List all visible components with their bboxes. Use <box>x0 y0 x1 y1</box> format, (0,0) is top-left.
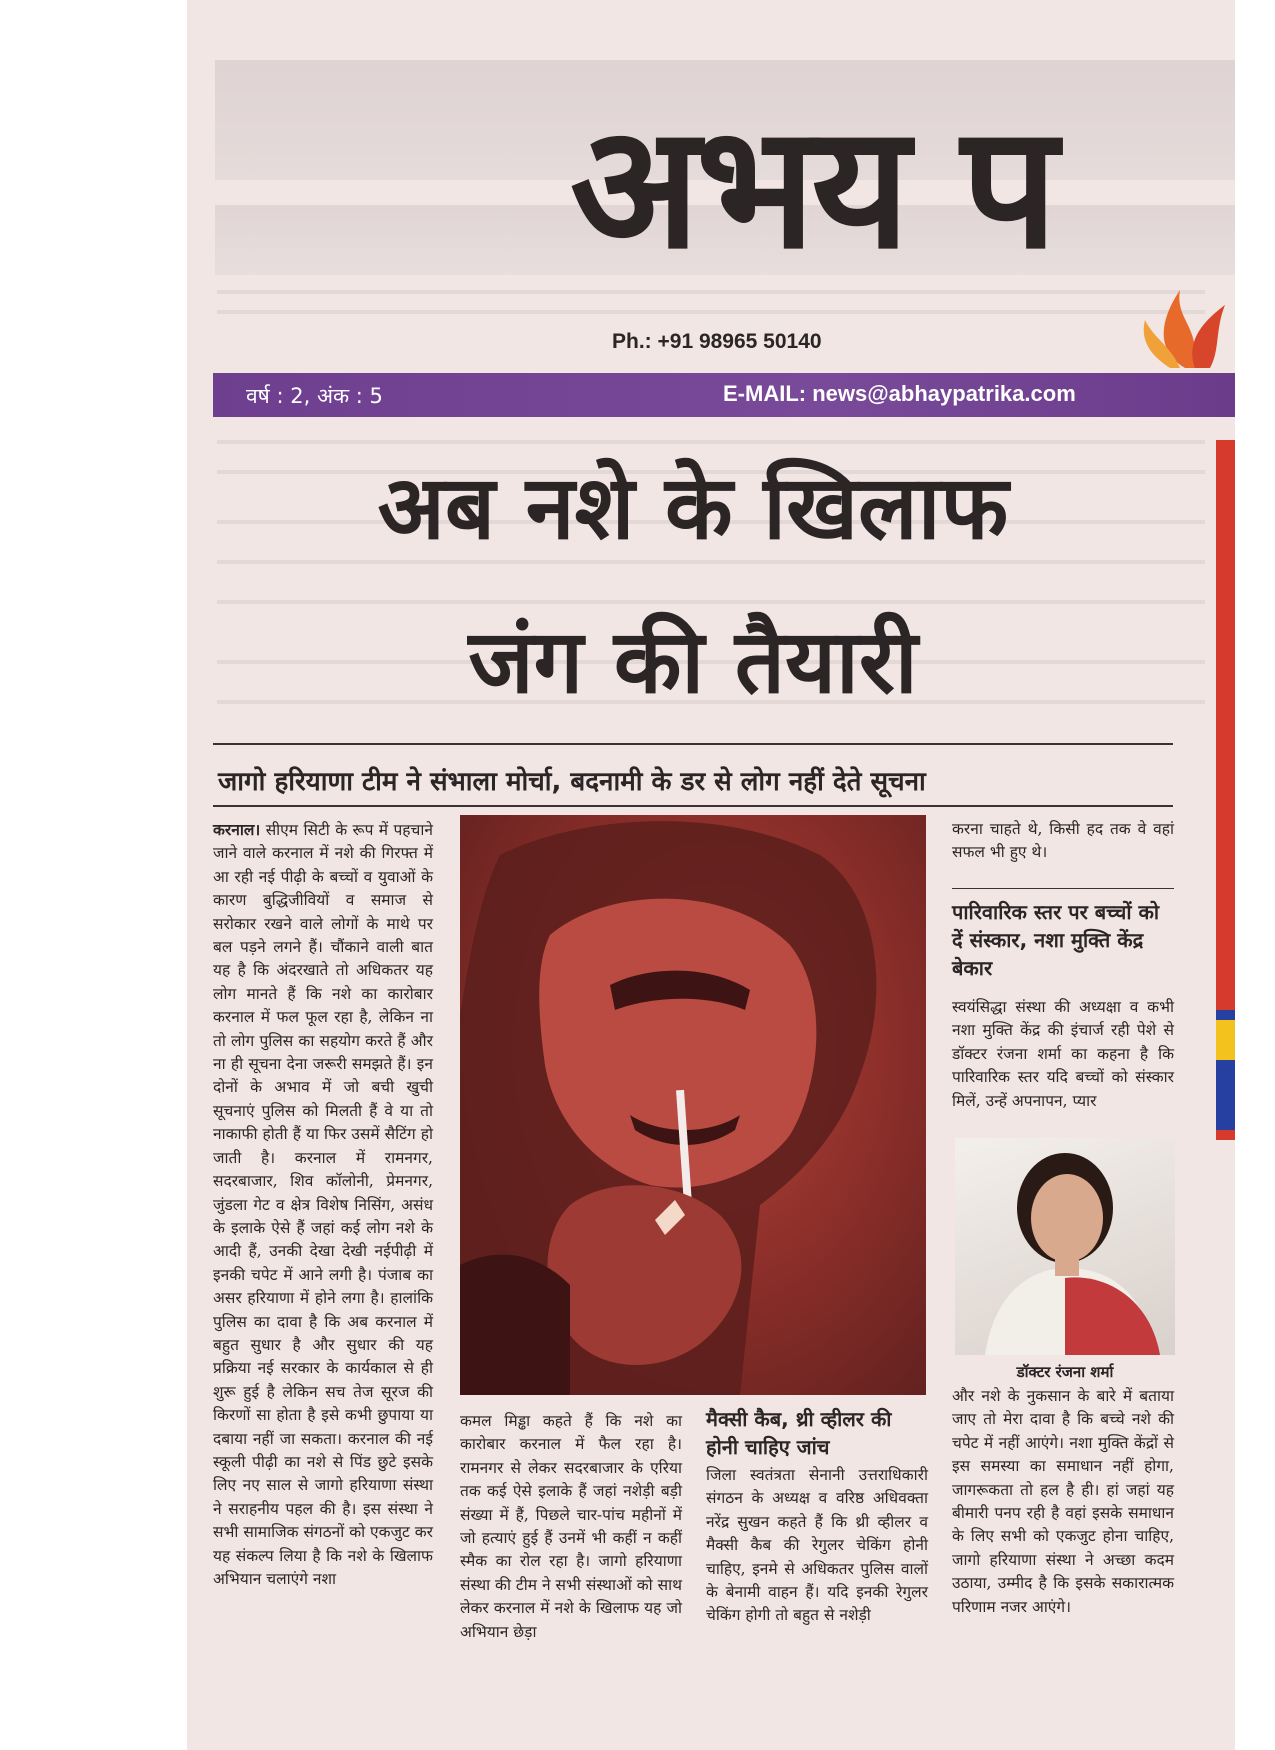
issue-number: वर्ष : 2, अंक : 5 <box>246 384 383 408</box>
column-4-middle: स्वयंसिद्धा संस्था की अध्यक्षा व कभी नशा मुक्ति केंद्र की इंचार्ज रही पेशे से डॉक्टर रंजना शर्मा का कहना है कि पारिवारिक स्तर यदि बच्चों को संस्कार मिलें, उन्हें अपनापन, प्यार <box>952 998 1174 1110</box>
photo-caption: डॉक्टर रंजना शर्मा <box>1016 1363 1114 1381</box>
column-4-bottom: और नशे के नुकसान के बारे में बताया जाए तो मेरा दावा है कि बच्चे नशे की चपेट में नहीं आएंगे। नशा मुक्ति केंद्रों से इस समस्या का समाधान नहीं होगा, जागरूकता तो हल है ही। हां जहां यह बीमारी पनप रही है वहां इसके समाधान के लिए सभी को एकजुट होना चाहिए, जागो हरियाणा संस्था ने अच्छा कदम उठाया, उम्मीद है कि इसके सकारात्मक परिणाम नजर आएंगे। <box>952 1387 1174 1616</box>
portrait-photo <box>955 1138 1175 1355</box>
headline-line-1: अब नशे के खिलाफ <box>377 456 1009 559</box>
column-4-top: करना चाहते थे, किसी हद तक वे वहां सफल भी हुए थे। <box>952 820 1174 862</box>
subheadline-rule <box>213 805 1173 807</box>
column-1-text: सीएम सिटी के रूप में पहचाने जाने वाले करनाल में नशे की गिरफ्त में आ रही नई पीढ़ी के बच्चों व युवाओं के कारण बुद्धिजीवियों व समाज से सरोकार रखने वाले लोगों के माथे पर बल पड़ने लगने हैं। चौंकाने वाली बात यह है कि अंदरखाते तो अधिकतर यह लोग मानते हैं कि नशे का कारोबार करनाल में फल फूल रहा है, लेकिन ना तो लोग पुलिस का सहयोग करते हैं और ना ही सूचना देना जरूरी समझते हैं। इन दोनों के अभाव में जो बची खुची सूचनाएं पुलिस को मिलती हैं वे या तो नाकाफी होती हैं या फिर उसमें सैटिंग हो जाती है। करनाल में रामनगर, सदरबाजार, शिव कॉलोनी, प्रेमनगर, जुंडला गेट व क्षेत्र विशेष निसिंग, असंध के इलाके ऐसे हैं जहां कई लोग नशे के आदी हैं, उनकी देखा देखी नईपीढ़ी में इनकी चपेट में आने लगी है। पंजाब का असर हरियाणा में होने लगा है। हालांकि पुलिस का दावा है कि अब करनाल में बहुत सुधार है और सुधार की यह प्रक्रिया नई सरकार के कार्यकाल से ही शुरू हुई है लेकिन सच तेज सूरज की किरणों सा होता है इसे कभी छुपाया या दबाया नहीं जा सकता। करनाल की नई स्कूली पीढ़ी का नशे से पिंड छुटे इसके लिए नए साल से जागो हरियाणा संस्था ने सराहनीय पहल की है। इस संस्था ने सभी सामाजिक संगठनों को एकजुट कर यह संकल्प लिया है कि नशे के खिलाफ अभियान चलाएंगे नशा <box>213 821 433 1588</box>
column-4-heading: पारिवारिक स्तर पर बच्चों को दें संस्कार, नशा मुक्ति केंद्र बेकार <box>952 900 1160 980</box>
column-3-heading: मैक्सी कैब, थ्री व्हीलर की होनी चाहिए जांच <box>706 1407 892 1459</box>
headline-rule <box>213 743 1173 745</box>
dateline: करनाल। <box>213 820 261 839</box>
headline-line-2: जंग की तैयारी <box>468 610 918 713</box>
info-bar <box>213 373 1235 417</box>
smoking-man-illustration <box>460 815 926 1395</box>
phone-number: Ph.: +91 98965 50140 <box>612 330 822 353</box>
column-2: कमल मिड्ढा कहते हैं कि नशे का कारोबार करनाल में फैल रहा है। रामनगर से लेकर सदरबाजार के एरिया तक कई ऐसे इलाके हैं जहां नशेड़ी बड़ी संख्या में हैं, पिछले चार-पांच महीनों में जो हत्याएं हुई हैं उनमें भी कहीं न कहीं स्मैक का रोल रहा है। जागो हरियाणा संस्था की टीम ने सभी संस्थाओं को साथ लेकर करनाल में नशे के खिलाफ यह जो अभियान छेड़ा <box>460 1412 682 1641</box>
newspaper-title: अभय प <box>570 89 1054 287</box>
column-4-rule <box>952 888 1174 889</box>
flame-logo-icon <box>1125 280 1235 370</box>
email-address[interactable]: E-MAIL: news@abhaypatrika.com <box>723 381 1076 406</box>
column-3: जिला स्वतंत्रता सेनानी उत्तराधिकारी संगठन के अध्यक्ष व वरिष्ठ अधिवक्ता नरेंद्र सुखन कहते हैं कि थ्री व्हीलर व मैक्सी कैब की रेगुलर चेकिंग होनी चाहिए, इनमे से अधिकतर पुलिस वालों के बेनामी वाहन हैं। यदि इनकी रेगुलर चेकिंग होगी तो बहुत से नशेड़ी <box>706 1466 928 1625</box>
subheadline: जागो हरियाणा टीम ने संभाला मोर्चा, बदनामी के डर से लोग नहीं देते सूचना <box>218 767 926 797</box>
side-ad-accent <box>1216 1020 1235 1060</box>
column-1 <box>213 818 433 1591</box>
